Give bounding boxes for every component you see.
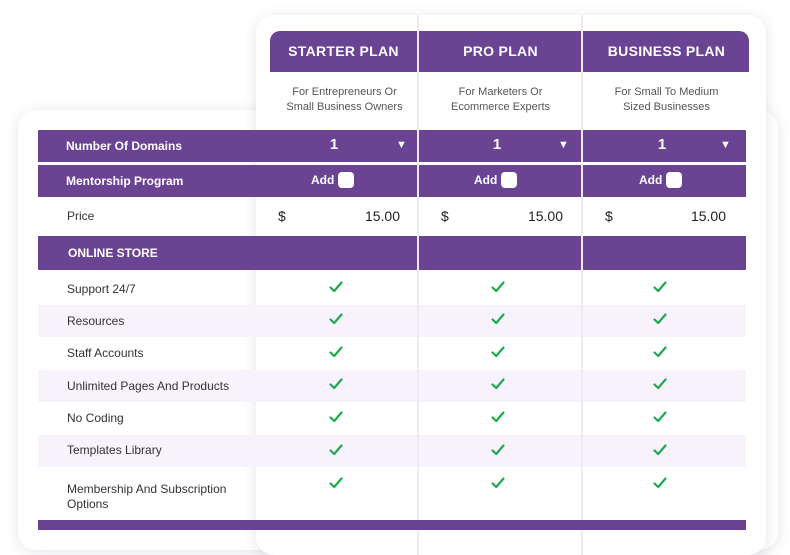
pro-domains-value[interactable]: 1 — [492, 136, 502, 153]
pro-mentorship-add[interactable] — [474, 171, 517, 189]
check-icon — [490, 344, 506, 360]
feature-label: No Coding — [67, 411, 124, 425]
business-mentorship-checkbox[interactable] — [666, 172, 682, 188]
online-store-label: ONLINE STORE — [68, 246, 158, 260]
check-icon — [328, 475, 344, 491]
business-subtitle-line2: Sized Businesses — [623, 101, 710, 113]
business-price: 15.00 — [690, 208, 726, 224]
pro-currency: $ — [441, 208, 449, 224]
pro-plan-title: PRO PLAN — [463, 43, 538, 59]
check-icon — [490, 311, 506, 327]
price-label: Price — [67, 209, 95, 223]
feature-label: Resources — [67, 314, 125, 328]
check-icon — [652, 475, 668, 491]
pro-mentorship-checkbox[interactable] — [501, 172, 517, 188]
business-mentorship-add[interactable] — [639, 171, 682, 189]
starter-mentorship-checkbox[interactable] — [338, 172, 354, 188]
add-label: Add — [639, 173, 663, 187]
starter-mentorship-add[interactable] — [311, 171, 354, 189]
check-icon — [652, 442, 668, 458]
next-section-bar — [38, 520, 746, 530]
starter-plan-title: STARTER PLAN — [288, 43, 399, 59]
pro-subtitle-line2: Ecommerce Experts — [450, 101, 551, 113]
starter-subtitle-line1: For Entrepreneurs Or — [292, 86, 397, 98]
business-currency: $ — [605, 208, 613, 224]
starter-subtitle-line2: Small Business Owners — [286, 101, 403, 113]
starter-domains-value[interactable]: 1 — [329, 136, 339, 153]
mentorship-label: Mentorship Program — [66, 174, 184, 188]
check-icon — [328, 279, 344, 295]
check-icon — [490, 376, 506, 392]
feature-label-line1: Membership And Subscription — [67, 482, 227, 496]
add-label: Add — [311, 173, 335, 187]
starter-plan-subtitle — [272, 85, 417, 115]
chevron-down-icon[interactable]: ▼ — [558, 139, 569, 151]
feature-label-line2: Options — [67, 497, 109, 511]
feature-label — [67, 482, 226, 512]
feature-label: Templates Library — [67, 443, 162, 457]
check-icon — [490, 279, 506, 295]
business-subtitle-line1: For Small To Medium — [614, 86, 719, 98]
chevron-down-icon[interactable]: ▼ — [396, 139, 407, 151]
check-icon — [328, 409, 344, 425]
business-plan-subtitle — [584, 85, 749, 115]
business-domains-value[interactable]: 1 — [657, 136, 667, 153]
check-icon — [490, 409, 506, 425]
feature-label: Unlimited Pages And Products — [67, 379, 230, 393]
check-icon — [652, 376, 668, 392]
pro-plan-subtitle — [419, 85, 582, 115]
check-icon — [490, 475, 506, 491]
feature-label: Staff Accounts — [67, 346, 144, 360]
starter-price: 15.00 — [364, 208, 400, 224]
business-plan-title: BUSINESS PLAN — [607, 43, 726, 59]
check-icon — [328, 376, 344, 392]
column-divider — [417, 15, 419, 555]
chevron-down-icon[interactable]: ▼ — [720, 139, 731, 151]
check-icon — [328, 442, 344, 458]
check-icon — [652, 409, 668, 425]
check-icon — [328, 311, 344, 327]
check-icon — [328, 344, 344, 360]
check-icon — [652, 311, 668, 327]
feature-label: Support 24/7 — [67, 282, 136, 296]
check-icon — [652, 279, 668, 295]
add-label: Add — [474, 173, 498, 187]
feature-stripe — [38, 305, 746, 337]
domains-label: Number Of Domains — [66, 139, 183, 153]
column-divider — [581, 15, 583, 555]
pro-subtitle-line1: For Marketers Or — [458, 86, 543, 98]
check-icon — [652, 344, 668, 360]
check-icon — [490, 442, 506, 458]
starter-currency: $ — [278, 208, 286, 224]
pro-price: 15.00 — [527, 208, 563, 224]
